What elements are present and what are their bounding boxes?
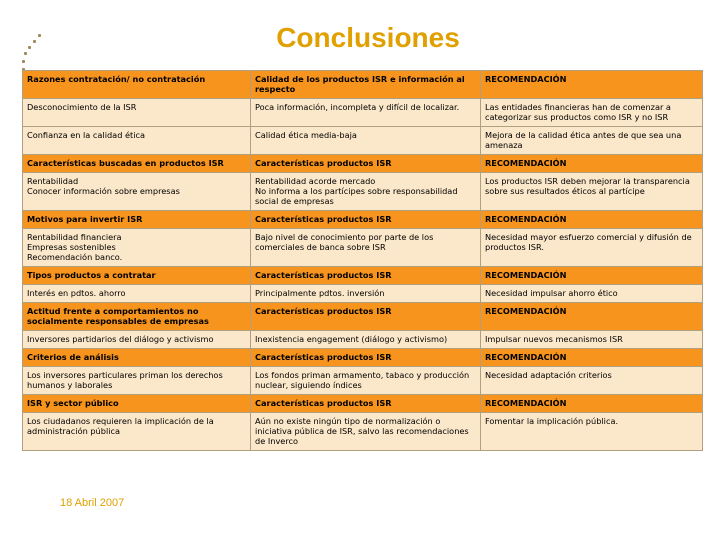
table-row bbox=[23, 229, 703, 267]
table-cell-col-product: Características productos ISR bbox=[251, 395, 481, 413]
table-row bbox=[23, 99, 703, 127]
conclusions-table bbox=[22, 70, 703, 451]
table-header-row bbox=[23, 395, 703, 413]
table-row bbox=[23, 285, 703, 303]
table-cell-col-product: Rentabilidad acorde mercado No informa a los partícipes sobre responsabilidad social de empresas bbox=[251, 173, 481, 211]
table-cell-col-recommendation: Las entidades financieras han de comenzar a categorizar sus productos como ISR y no ISR bbox=[481, 99, 703, 127]
footer-date: 18 Abril 2007 bbox=[60, 497, 125, 509]
table-cell-col-recommendation: Impulsar nuevos mecanismos ISR bbox=[481, 331, 703, 349]
table-cell-col-product: Características productos ISR bbox=[251, 155, 481, 173]
table-row bbox=[23, 331, 703, 349]
table-header-row bbox=[23, 349, 703, 367]
table-row bbox=[23, 173, 703, 211]
table-cell-col-recommendation: RECOMENDACIÓN bbox=[481, 303, 703, 331]
table-cell-col-recommendation: RECOMENDACIÓN bbox=[481, 267, 703, 285]
table-cell-col-recommendation: RECOMENDACIÓN bbox=[481, 71, 703, 99]
table-cell-col-product: Calidad de los productos ISR e información al respecto bbox=[251, 71, 481, 99]
table-cell-col-product: Aún no existe ningún tipo de normalización o iniciativa pública de ISR, salvo las recomendaciones de Inverco bbox=[251, 413, 481, 451]
table-row bbox=[23, 367, 703, 395]
table-cell-col-finding: ISR y sector público bbox=[23, 395, 251, 413]
table-cell-col-recommendation: Mejora de la calidad ética antes de que sea una amenaza bbox=[481, 127, 703, 155]
table-cell-col-recommendation: Fomentar la implicación pública. bbox=[481, 413, 703, 451]
table-cell-col-recommendation: RECOMENDACIÓN bbox=[481, 211, 703, 229]
table-cell-col-product: Poca información, incompleta y difícil de localizar. bbox=[251, 99, 481, 127]
conclusions-table-body bbox=[23, 71, 703, 451]
table-cell-col-recommendation: Los productos ISR deben mejorar la transparencia sobre sus resultados éticos al partícipe bbox=[481, 173, 703, 211]
table-row bbox=[23, 127, 703, 155]
table-cell-col-product: Principalmente pdtos. inversión bbox=[251, 285, 481, 303]
table-cell-col-finding: Desconocimiento de la ISR bbox=[23, 99, 251, 127]
table-cell-col-product: Bajo nivel de conocimiento por parte de los comerciales de banca sobre ISR bbox=[251, 229, 481, 267]
table-cell-col-product: Características productos ISR bbox=[251, 303, 481, 331]
table-cell-col-finding: Tipos productos a contratar bbox=[23, 267, 251, 285]
table-cell-col-finding: Confianza en la calidad ética bbox=[23, 127, 251, 155]
table-cell-col-product: Los fondos priman armamento, tabaco y producción nuclear, siguiendo índices bbox=[251, 367, 481, 395]
table-header-row bbox=[23, 211, 703, 229]
table-header-row bbox=[23, 303, 703, 331]
table-header-row bbox=[23, 71, 703, 99]
table-cell-col-finding: Razones contratación/ no contratación bbox=[23, 71, 251, 99]
table-cell-col-recommendation: Necesidad mayor esfuerzo comercial y difusión de productos ISR. bbox=[481, 229, 703, 267]
table-cell-col-finding: Los inversores particulares priman los derechos humanos y laborales bbox=[23, 367, 251, 395]
table-cell-col-product: Características productos ISR bbox=[251, 349, 481, 367]
table-cell-col-finding: Rentabilidad Conocer información sobre empresas bbox=[23, 173, 251, 211]
table-cell-col-product: Inexistencia engagement (diálogo y activismo) bbox=[251, 331, 481, 349]
table-cell-col-finding: Características buscadas en productos ISR bbox=[23, 155, 251, 173]
table-cell-col-finding: Los ciudadanos requieren la implicación de la administración pública bbox=[23, 413, 251, 451]
table-cell-col-recommendation: RECOMENDACIÓN bbox=[481, 155, 703, 173]
table-cell-col-finding: Inversores partidarios del diálogo y activismo bbox=[23, 331, 251, 349]
table-cell-col-finding: Motivos para invertir ISR bbox=[23, 211, 251, 229]
table-cell-col-recommendation: RECOMENDACIÓN bbox=[481, 395, 703, 413]
table-cell-col-recommendation: Necesidad impulsar ahorro ético bbox=[481, 285, 703, 303]
table-cell-col-product: Características productos ISR bbox=[251, 267, 481, 285]
table-cell-col-product: Calidad ética media-baja bbox=[251, 127, 481, 155]
table-cell-col-finding: Rentabilidad financiera Empresas sostenibles Recomendación banco. bbox=[23, 229, 251, 267]
table-cell-col-product: Características productos ISR bbox=[251, 211, 481, 229]
table-cell-col-recommendation: RECOMENDACIÓN bbox=[481, 349, 703, 367]
table-cell-col-recommendation: Necesidad adaptación criterios bbox=[481, 367, 703, 395]
table-header-row bbox=[23, 155, 703, 173]
table-row bbox=[23, 413, 703, 451]
slide-title: Conclusiones bbox=[276, 22, 460, 53]
table-cell-col-finding: Actitud frente a comportamientos no socialmente responsables de empresas bbox=[23, 303, 251, 331]
table-cell-col-finding: Criterios de análisis bbox=[23, 349, 251, 367]
table-header-row bbox=[23, 267, 703, 285]
table-cell-col-finding: Interés en pdtos. ahorro bbox=[23, 285, 251, 303]
